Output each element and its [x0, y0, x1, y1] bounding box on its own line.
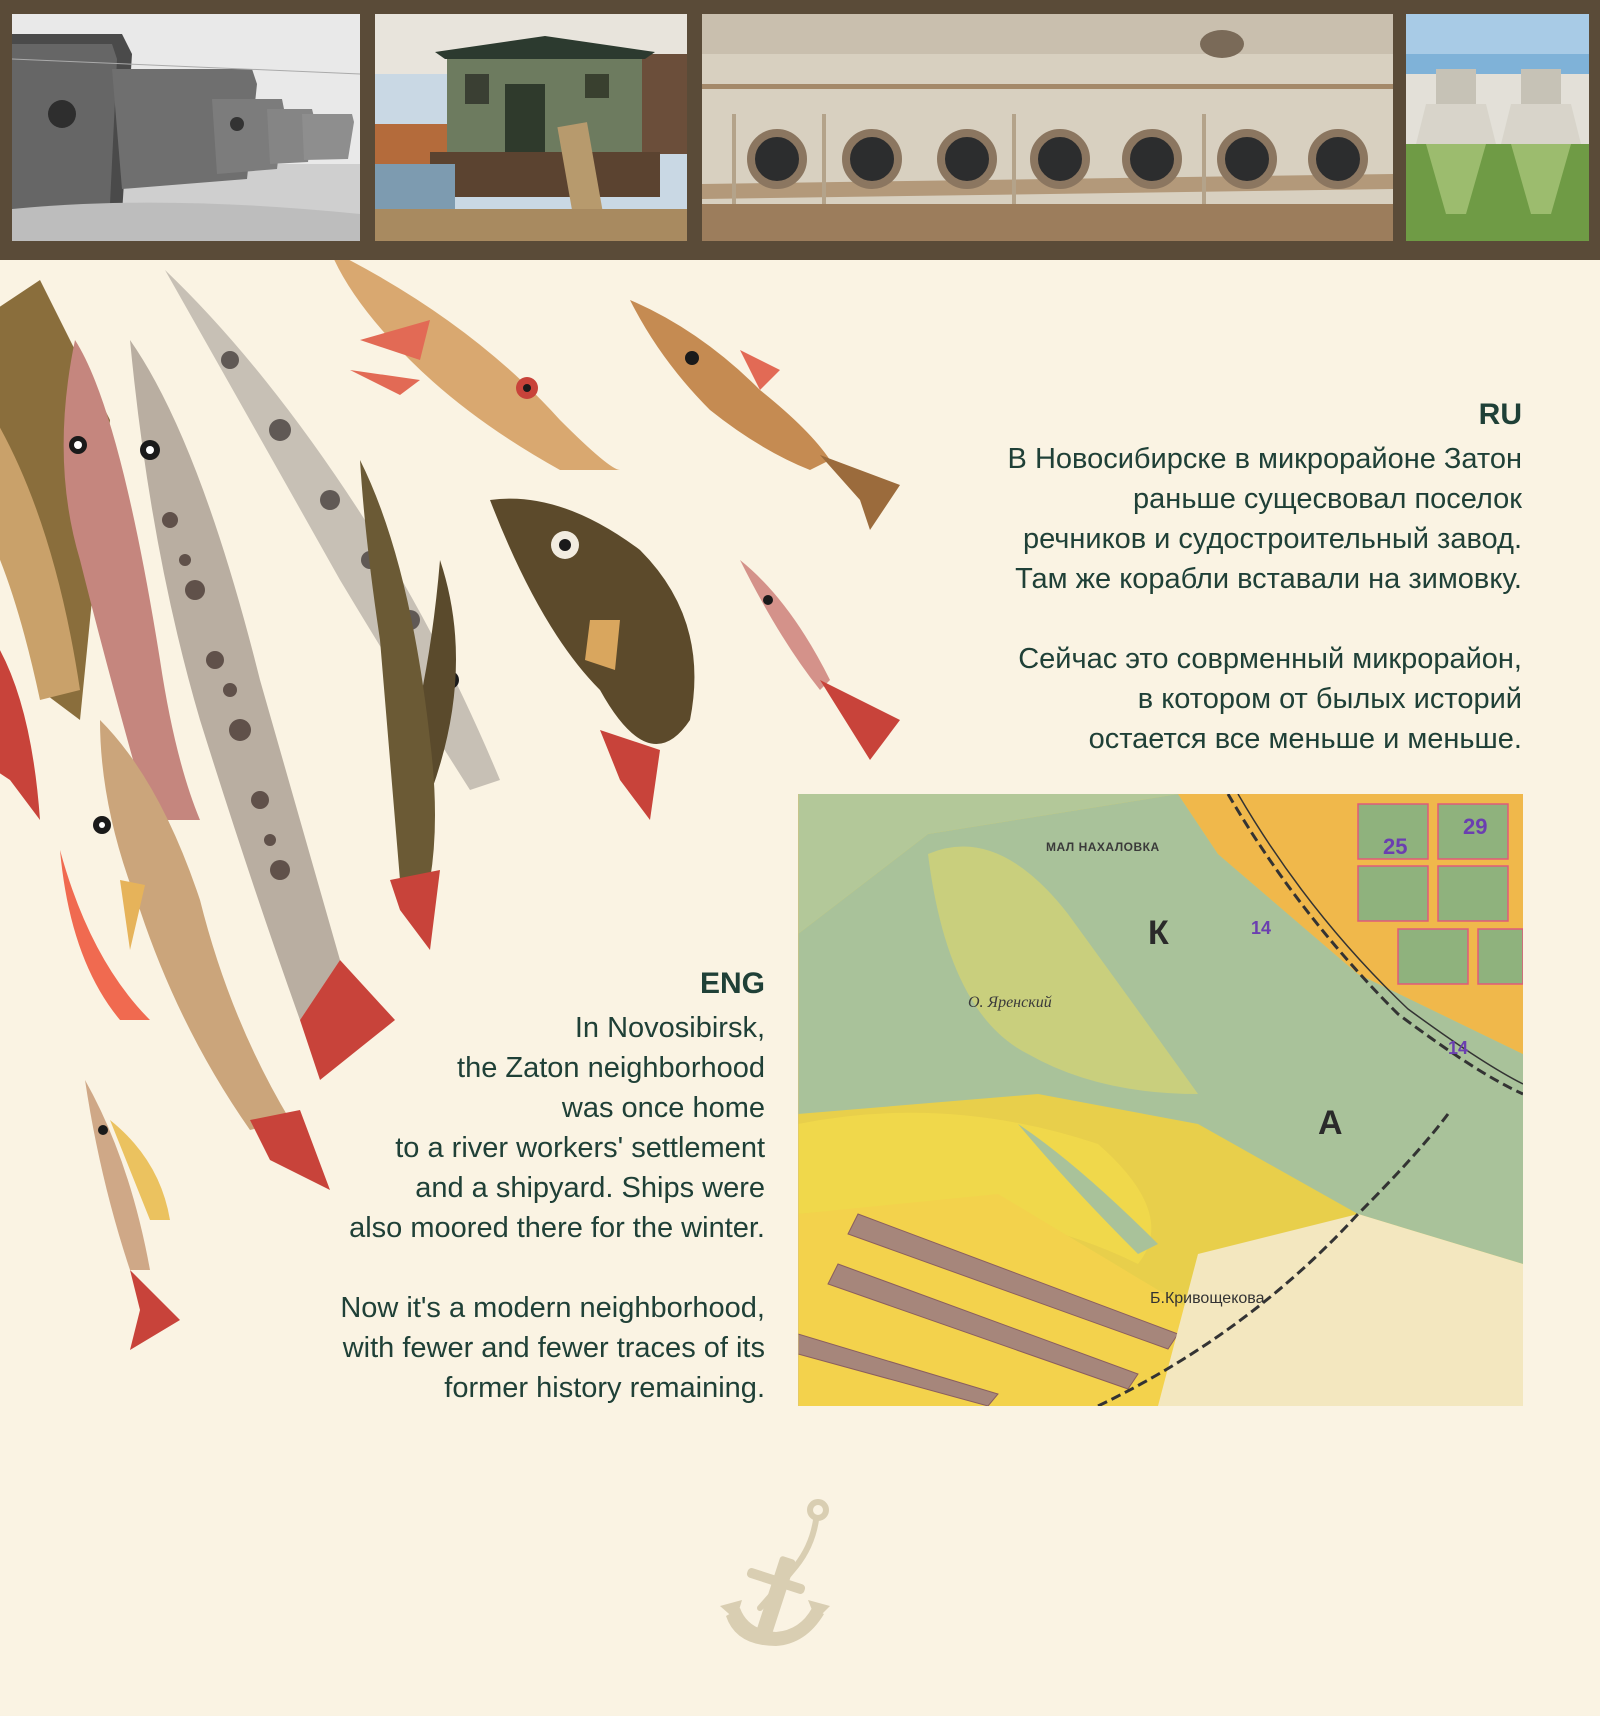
eng-paragraph-1: In Novosibirsk, the Zaton neighborhood was once home to a river workers' settlement and a shipyard. Ships were also moored there for the winter. [349, 1012, 765, 1244]
ru-paragraph-1: В Новосибирске в микрорайоне Затон раньше сущесвовал поселок речников и судостроительный завод. Там же корабли вставали на зимовку. [1007, 443, 1522, 595]
map-block-number: 14 [1448, 1038, 1469, 1058]
anchor-icon [716, 1496, 836, 1656]
historical-map [798, 794, 1523, 1406]
photo-houseboat [375, 14, 687, 241]
map-label-yarensky: О. Яренский [968, 994, 1052, 1011]
photo-reflected-ships [1406, 14, 1589, 241]
map-block-number: 29 [1463, 814, 1488, 839]
photo-barges [12, 14, 360, 241]
ru-label: RU [1478, 398, 1522, 431]
map-river-letter-k: К [1148, 914, 1169, 952]
map-block-number: 14 [1251, 918, 1272, 938]
eng-label: ENG [699, 967, 765, 1000]
map-label-krivoshchekova: Б.Кривощекова [1150, 1290, 1265, 1307]
map-river-letter-a: А [1318, 1104, 1343, 1142]
eng-paragraph-2: Now it's a modern neighborhood, with fewer and fewer traces of its former history remaining. [340, 1292, 765, 1404]
photo-portholes [702, 14, 1393, 241]
ru-text-block [822, 395, 1522, 759]
map-block-number: 25 [1383, 834, 1408, 859]
map-label-nakhalovka: МАЛ НАХАЛОВКА [1046, 840, 1160, 854]
eng-text-block [200, 964, 765, 1408]
ru-paragraph-2: Сейчас это соврменный микрорайон, в котором от былых историй остается все меньше и меньше. [1018, 643, 1522, 755]
photo-strip [0, 0, 1600, 260]
